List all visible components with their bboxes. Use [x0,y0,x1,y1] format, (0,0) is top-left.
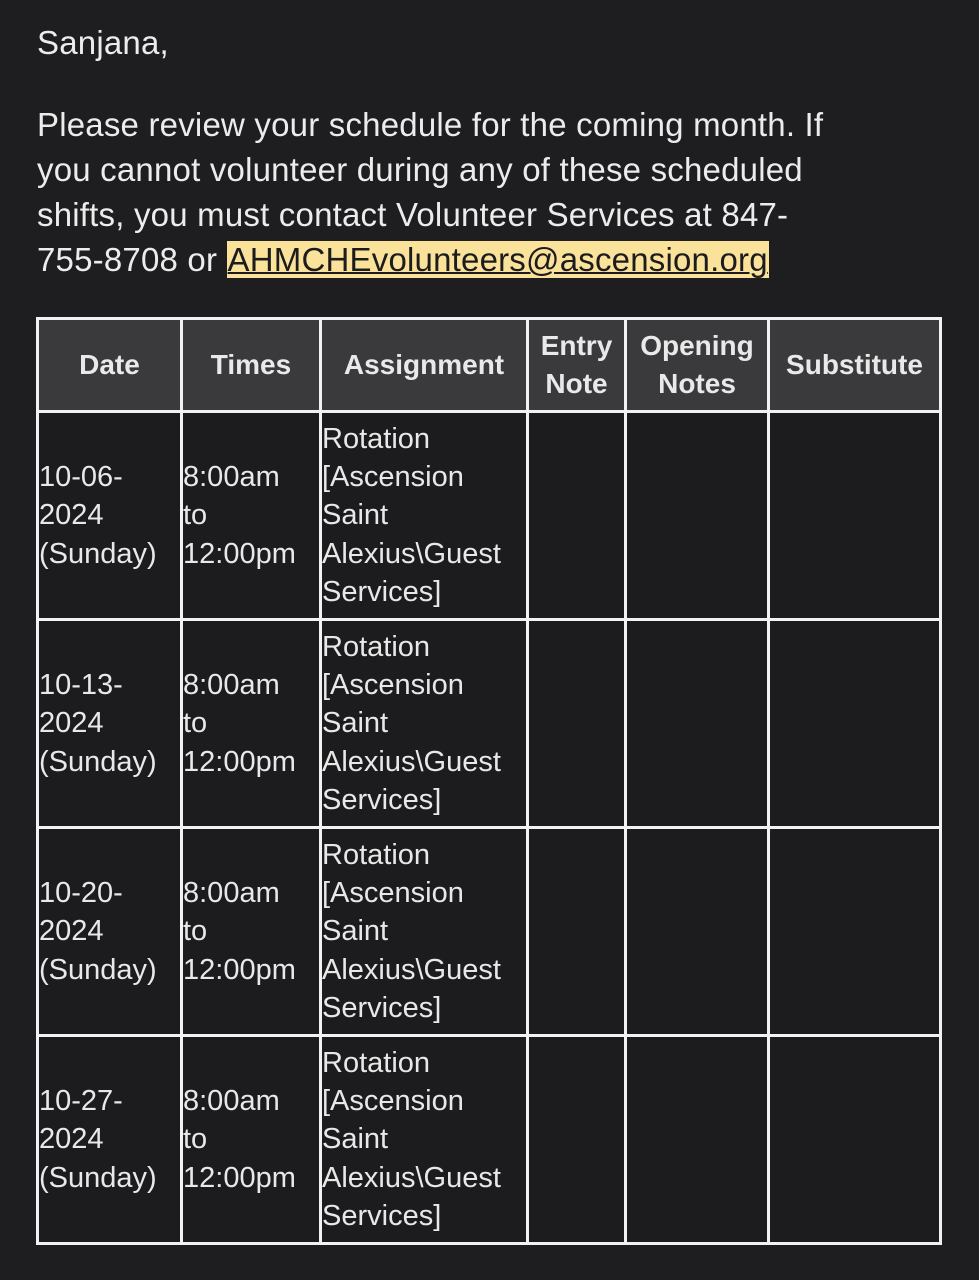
cell-opening-notes [626,828,769,1036]
cell-date: 10-27- 2024 (Sunday) [38,1036,182,1244]
message-line: you cannot volunteer during any of these scheduled [37,151,803,188]
cell-opening-notes [626,412,769,620]
cell-assignment: Rotation [Ascension Saint Alexius\Guest Services] [321,828,528,1036]
email-link[interactable]: AHMCHEvolunteers@ascension.org [227,241,768,278]
cell-entry-note [528,412,626,620]
table-row [38,1036,941,1244]
table-row [38,828,941,1036]
cell-date: 10-06- 2024 (Sunday) [38,412,182,620]
header-times: Times [182,319,321,412]
message-line: Please review your schedule for the coming month. If [37,106,824,143]
schedule-table [36,317,942,1245]
cell-time: 8:00am to 12:00pm [182,828,321,1036]
greeting: Sanjana, [37,24,169,61]
header-date: Date [38,319,182,412]
cell-entry-note [528,828,626,1036]
cell-entry-note [528,620,626,828]
table-row [38,620,941,828]
cell-time: 8:00am to 12:00pm [182,620,321,828]
message-line-text: 755-8708 or [37,241,227,278]
cell-opening-notes [626,1036,769,1244]
message-body [37,102,937,282]
header-opening-notes: Opening Notes [626,319,769,412]
header-substitute: Substitute [769,319,941,412]
cell-assignment: Rotation [Ascension Saint Alexius\Guest Services] [321,412,528,620]
cell-substitute [769,1036,941,1244]
header-entry-note: Entry Note [528,319,626,412]
message-line: shifts, you must contact Volunteer Services at 847- [37,196,789,233]
table-header-row [38,319,941,412]
header-assignment: Assignment [321,319,528,412]
cell-date: 10-13- 2024 (Sunday) [38,620,182,828]
cell-entry-note [528,1036,626,1244]
table-row [38,412,941,620]
cell-date: 10-20- 2024 (Sunday) [38,828,182,1036]
cell-substitute [769,620,941,828]
cell-time: 8:00am to 12:00pm [182,1036,321,1244]
cell-time: 8:00am to 12:00pm [182,412,321,620]
cell-substitute [769,828,941,1036]
message-line-last [37,237,937,282]
cell-assignment: Rotation [Ascension Saint Alexius\Guest Services] [321,1036,528,1244]
cell-opening-notes [626,620,769,828]
cell-substitute [769,412,941,620]
cell-assignment: Rotation [Ascension Saint Alexius\Guest Services] [321,620,528,828]
